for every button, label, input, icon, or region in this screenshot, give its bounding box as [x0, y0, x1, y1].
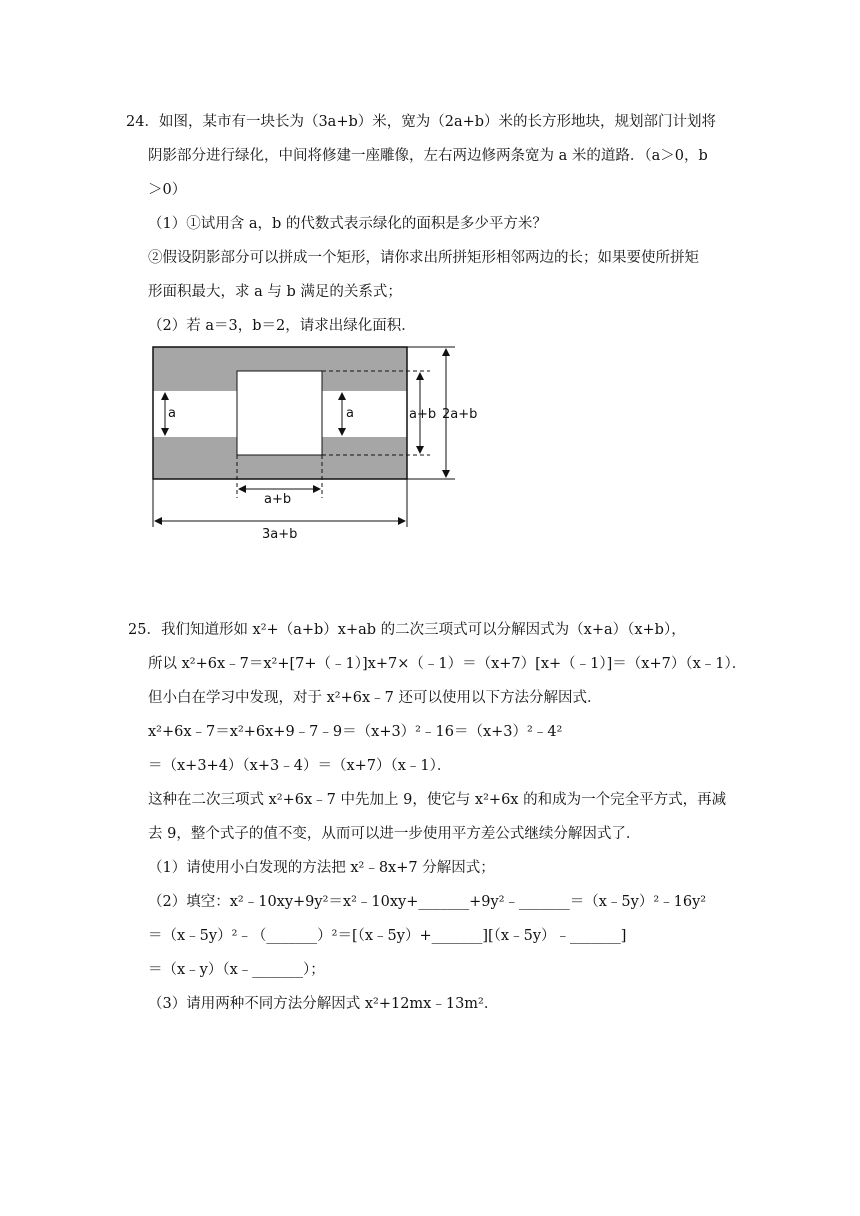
statue-square [237, 371, 322, 455]
label-2apb: 2a+b [442, 407, 478, 422]
q25-part1-line: （1）请使用小白发现的方法把 x²﹣8x+7 分解因式； [148, 860, 495, 876]
q25-line-1-text: ．我们知道形如 x²+（a+b）x+ab 的二次三项式可以分解因式为（x+a）（x+b）， [146, 622, 686, 638]
label-apb-right: a+b [409, 407, 437, 422]
label-a-mid: a [346, 406, 354, 421]
q25-part3-line: （3）请用两种不同方法分解因式 x²+12mx﹣13m²． [148, 996, 499, 1012]
q24-part2-line: （2）若 a＝3，b＝2，请求出绿化面积． [148, 318, 416, 334]
q24-figure [140, 340, 500, 550]
q25-number: 25 [128, 622, 147, 638]
q24-line-2: 阴影部分进行绿化，中间将修建一座雕像，左右两边修两条宽为 a 米的道路．（a＞0，b [148, 148, 708, 164]
q25-part2-line-3: ＝（x﹣y）（x﹣_______）； [148, 962, 325, 978]
q25-line-1 [128, 620, 686, 640]
q24-number: 24 [126, 114, 145, 130]
label-a-left: a [168, 406, 176, 421]
q25-line-2: 所以 x²+6x﹣7＝x²+[7+（﹣1）]x+7×（﹣1）＝（x+7）[x+（﹣1）]＝（x+7）（x﹣1）． [148, 656, 747, 672]
label-3apb: 3a+b [262, 527, 298, 542]
q24-part1-sub2-line-2: 形面积最大，求 a 与 b 满足的关系式； [148, 284, 402, 300]
q25-line-4: x²+6x﹣7＝x²+6x+9﹣7﹣9＝（x+3）²﹣16＝（x+3）²﹣4² [148, 724, 563, 740]
q25-line-7: 去 9，整个式子的值不变，从而可以进一步使用平方差公式继续分解因式了． [148, 826, 641, 842]
q24-part1-line: （1）①试用含 a，b 的代数式表示绿化的面积是多少平方米？ [148, 216, 547, 232]
q25-part2-line-2: ＝（x﹣5y）²﹣（_______）²＝[（x﹣5y）+_______][（x﹣5y）﹣_______] [148, 928, 627, 944]
q24-line-1-text: ．如图，某市有一块长为（3a+b）米，宽为（2a+b）米的长方形地块，规划部门计划将 [144, 114, 717, 130]
q25-part2-line: （2）填空：x²﹣10xy+9y²＝x²﹣10xy+_______+9y²﹣_______＝（x﹣5y）²﹣16y² [148, 894, 707, 910]
q24-line-1 [126, 112, 716, 132]
q25-line-3: 但小白在学习中发现，对于 x²+6x﹣7 还可以使用以下方法分解因式． [148, 690, 602, 706]
q25-line-5: ＝（x+3+4）（x+3﹣4）＝（x+7）（x﹣1）． [148, 758, 452, 774]
label-apb-bottom: a+b [264, 492, 292, 507]
q24-part1-sub2-line: ②假设阴影部分可以拼成一个矩形，请你求出所拼矩形相邻两边的长；如果要使所拼矩 [148, 250, 699, 266]
q25-line-6: 这种在二次三项式 x²+6x﹣7 中先加上 9，使它与 x²+6x 的和成为一个完全平方式，再减 [148, 792, 727, 808]
q24-line-3: ＞0） [148, 182, 187, 198]
